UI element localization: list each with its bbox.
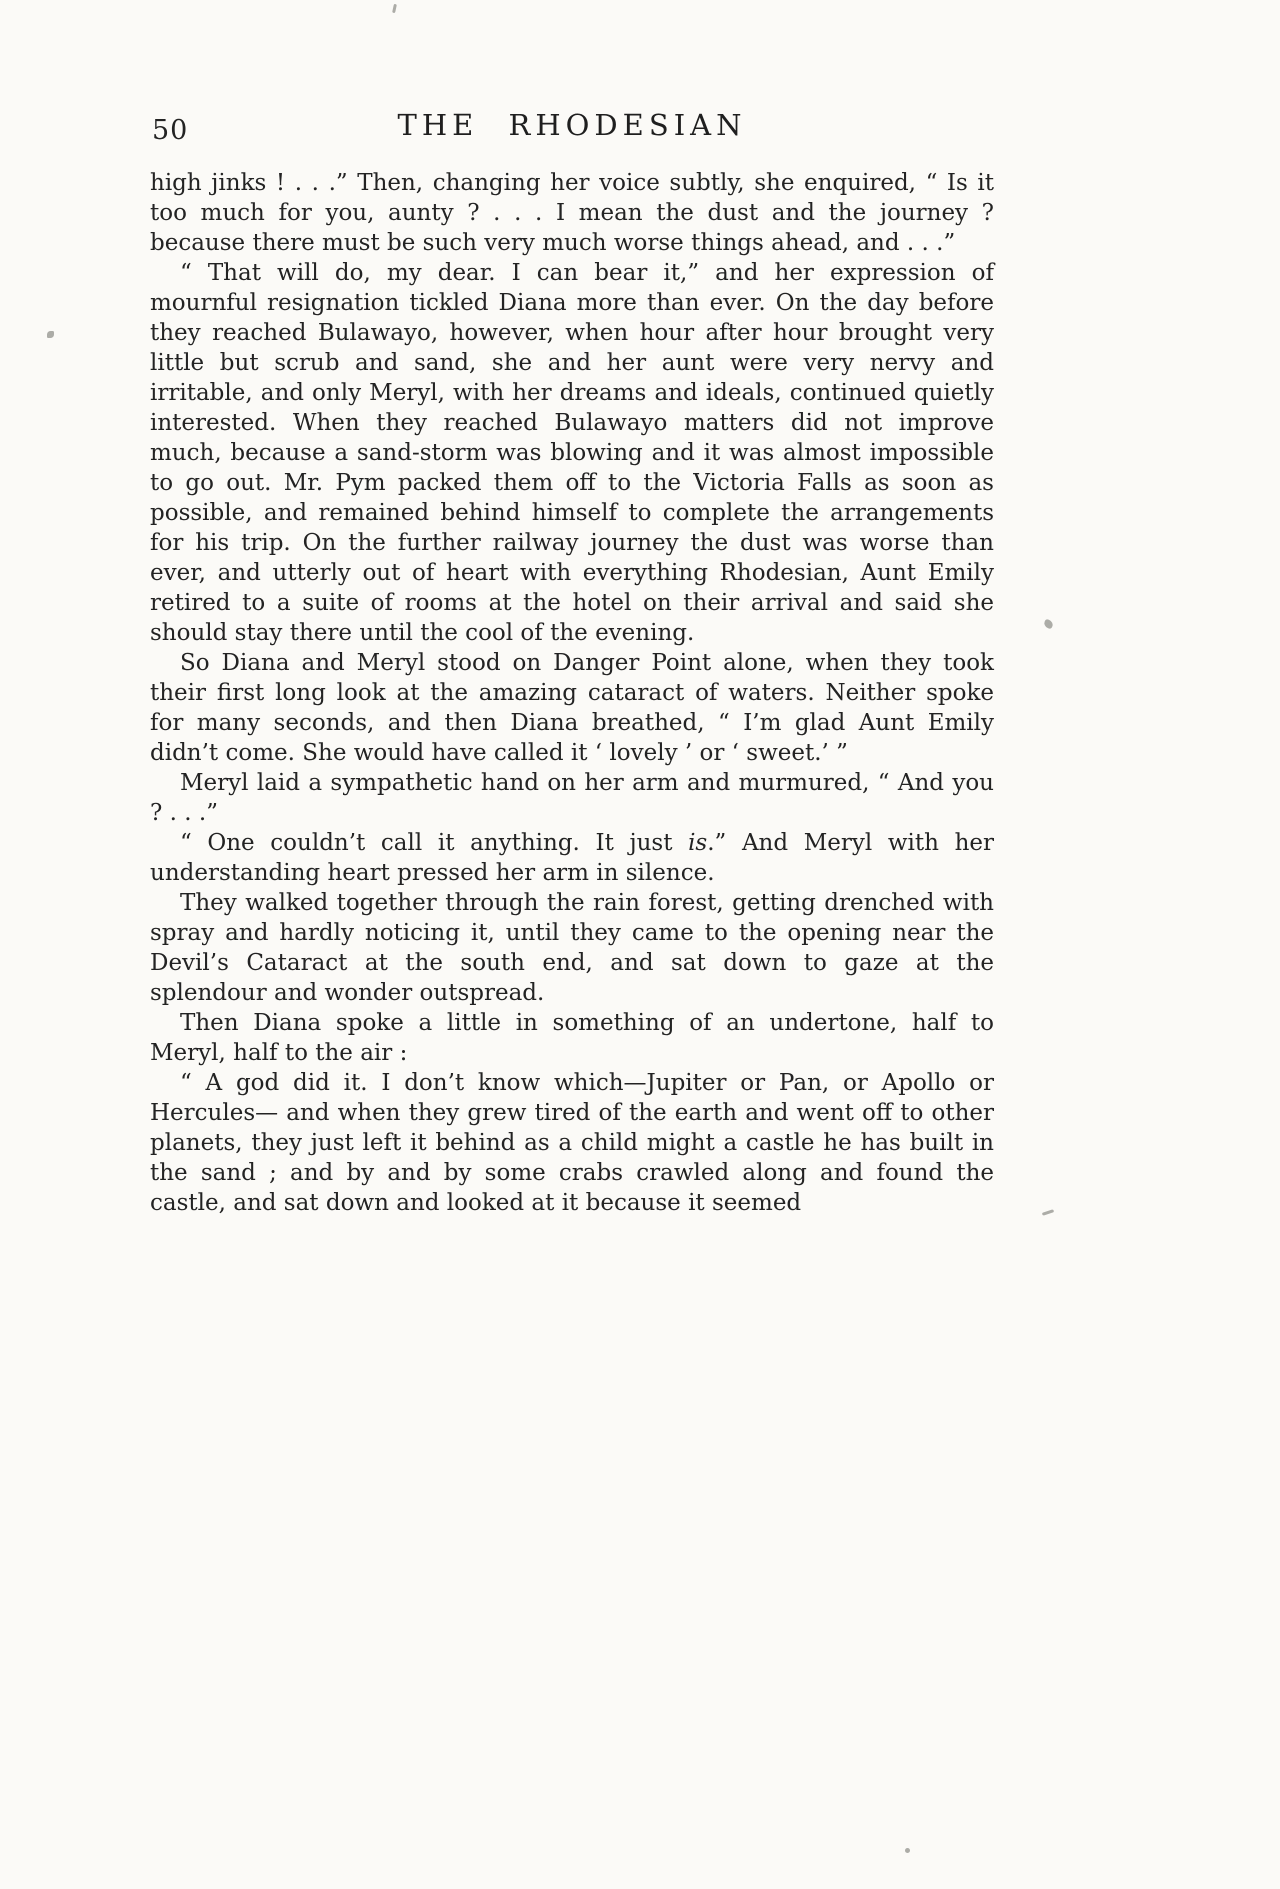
paragraph: “ That will do, my dear. I can bear it,” and her expression of mournful resignation tickled Diana more than ever. On the day before they reached Bulawayo, however, when hour after hour brought very little but scrub and sand, she and her aunt were very nervy and irritable, and only Meryl, with her dreams and ideals, continued quietly interested. When they reached Bulawayo matters did not improve much, because a sand-storm was blowing and it was almost impossible to go out. Mr. Pym packed them off to the Victoria Falls as soon as possible, and remained behind himself to complete the arrangements for his trip. On the further railway journey the dust was worse than ever, and utterly out of heart with everything Rhodesian, Aunt Emily retired to a suite of rooms at the hotel on their arrival and said she should stay there until the cool of the evening. [150,260,994,646]
scan-artifact [1042,1209,1054,1216]
paragraph: Then Diana spoke a little in something of an undertone, half to Meryl, half to the air : [150,1010,994,1066]
paragraph: Meryl laid a sympathetic hand on her arm and murmured, “ And you ? . . .” [150,770,994,826]
paragraph-text: “ One couldn’t call it anything. It just [180,830,689,856]
paragraph: They walked together through the rain forest, getting drenched with spray and hardly noticing it, until they came to the opening near the Devil’s Cataract at the south end, and sat down to gaze at the splendour and wonder outspread. [150,890,994,1006]
paragraph: So Diana and Meryl stood on Danger Point alone, when they took their first long look at the amazing cataract of waters. Neither spoke for many seconds, and then Diana breathed, “ I’m glad Aunt Emily didn’t come. She would have called it ‘ lovely ’ or ‘ sweet.’ ” [150,650,994,766]
page-content [150,108,994,1218]
scan-artifact [47,331,54,338]
page-number: 50 [152,115,189,146]
paragraph: high jinks ! . . .” Then, changing her voice subtly, she enquired, “ Is it too much for you, aunty ? . . . I mean the dust and the journey ? because there must be such very much worse things ahead, and . . .” [150,170,994,256]
body-text [150,168,994,1218]
scan-artifact [392,4,397,13]
paragraph: “ A god did it. I don’t know which—Jupiter or Pan, or Apollo or Hercules— and when they grew tired of the earth and went off to other planets, they just left it behind as a child might a castle he has built in the sand ; and by and by some crabs crawled along and found the castle, and sat down and looked at it because it seemed [150,1070,994,1216]
scan-artifact [1043,619,1054,630]
page-title: THE RHODESIAN [397,108,747,142]
page-header [150,108,994,154]
paragraph-text: .” And Meryl with her understanding heart pressed her arm in silence. [150,830,995,886]
scan-artifact [905,1848,910,1853]
paragraph-italic-word: is [688,830,708,856]
paragraph [150,828,994,888]
